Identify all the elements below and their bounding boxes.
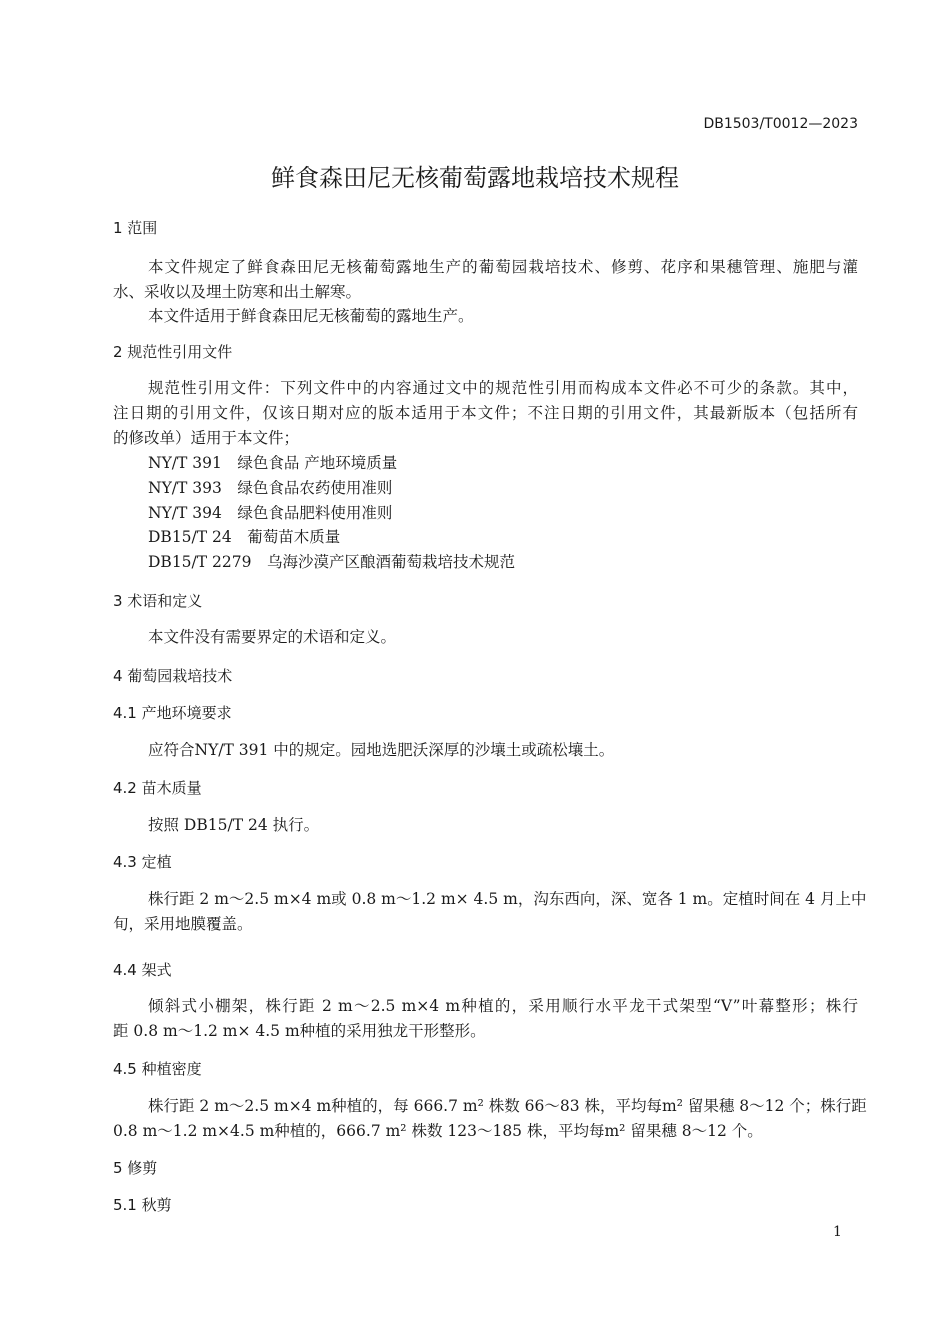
paragraph-line: 注日期的引用文件，仅该日期对应的版本适用于本文件；不注日期的引用文件，其最新版本（包括所有 [113,404,858,422]
section-4-heading: 4 葡萄园栽培技术 [113,667,233,685]
section-4-4-heading: 4.4 架式 [113,961,172,979]
reference-item: NY/T 393 绿色食品农药使用准则 [148,479,393,497]
section-3-heading: 3 术语和定义 [113,592,203,610]
section-4-1-heading: 4.1 产地环境要求 [113,704,232,722]
section-5-1-heading: 5.1 秋剪 [113,1196,172,1214]
paragraph-line: 按照 DB15/T 24 执行。 [148,816,320,834]
document-title: 鲜食森田尼无核葡萄露地栽培技术规程 [271,164,679,192]
paragraph-line: 本文件适用于鲜食森田尼无核葡萄的露地生产。 [148,307,474,325]
section-4-5-heading: 4.5 种植密度 [113,1060,202,1078]
paragraph-line: 本文件规定了鲜食森田尼无核葡萄露地生产的葡萄园栽培技术、修剪、花序和果穗管理、施肥与灌 [148,258,858,276]
paragraph-line: 水、采收以及埋土防寒和出土解寒。 [113,283,362,301]
section-4-2-heading: 4.2 苗木质量 [113,779,202,797]
reference-item: NY/T 394 绿色食品肥料使用准则 [148,504,393,522]
paragraph-line: 株行距 2 m～2.5 m×4 m或 0.8 m～1.2 m× 4.5 m，沟东西向，深、宽各 1 m。定植时间在 4 月上中 [148,890,867,908]
document-code: DB1503/T0012—2023 [703,116,858,132]
paragraph-line: 的修改单）适用于本文件； [113,429,300,447]
page-number: 1 [833,1224,842,1240]
section-4-3-heading: 4.3 定植 [113,853,172,871]
section-1-heading: 1 范围 [113,219,158,237]
paragraph-line: 旬，采用地膜覆盖。 [113,915,253,933]
paragraph-line: 规范性引用文件：下列文件中的内容通过文中的规范性引用而构成本文件必不可少的条款。其中， [148,379,858,397]
section-2-heading: 2 规范性引用文件 [113,343,233,361]
paragraph-line: 本文件没有需要界定的术语和定义。 [148,628,397,646]
paragraph-line: 倾斜式小棚架，株行距 2 m～2.5 m×4 m种植的，采用顺行水平龙干式架型“V”叶幕整形；株行 [148,997,858,1015]
reference-item: NY/T 391 绿色食品 产地环境质量 [148,454,398,472]
paragraph-line: 应符合NY/T 391 中的规定。园地选肥沃深厚的沙壤土或疏松壤土。 [148,741,615,759]
reference-item: DB15/T 24 葡萄苗木质量 [148,528,341,546]
paragraph-line: 株行距 2 m～2.5 m×4 m种植的，每 666.7 m² 株数 66～83 株，平均每m² 留果穗 8～12 个；株行距 [148,1097,867,1115]
paragraph-line: 0.8 m～1.2 m×4.5 m种植的，666.7 m² 株数 123～185 株，平均每m² 留果穗 8～12 个。 [113,1122,763,1140]
section-5-heading: 5 修剪 [113,1159,158,1177]
paragraph-line: 距 0.8 m～1.2 m× 4.5 m种植的采用独龙干形整形。 [113,1022,486,1040]
reference-item: DB15/T 2279 乌海沙漠产区酿酒葡萄栽培技术规范 [148,553,515,571]
